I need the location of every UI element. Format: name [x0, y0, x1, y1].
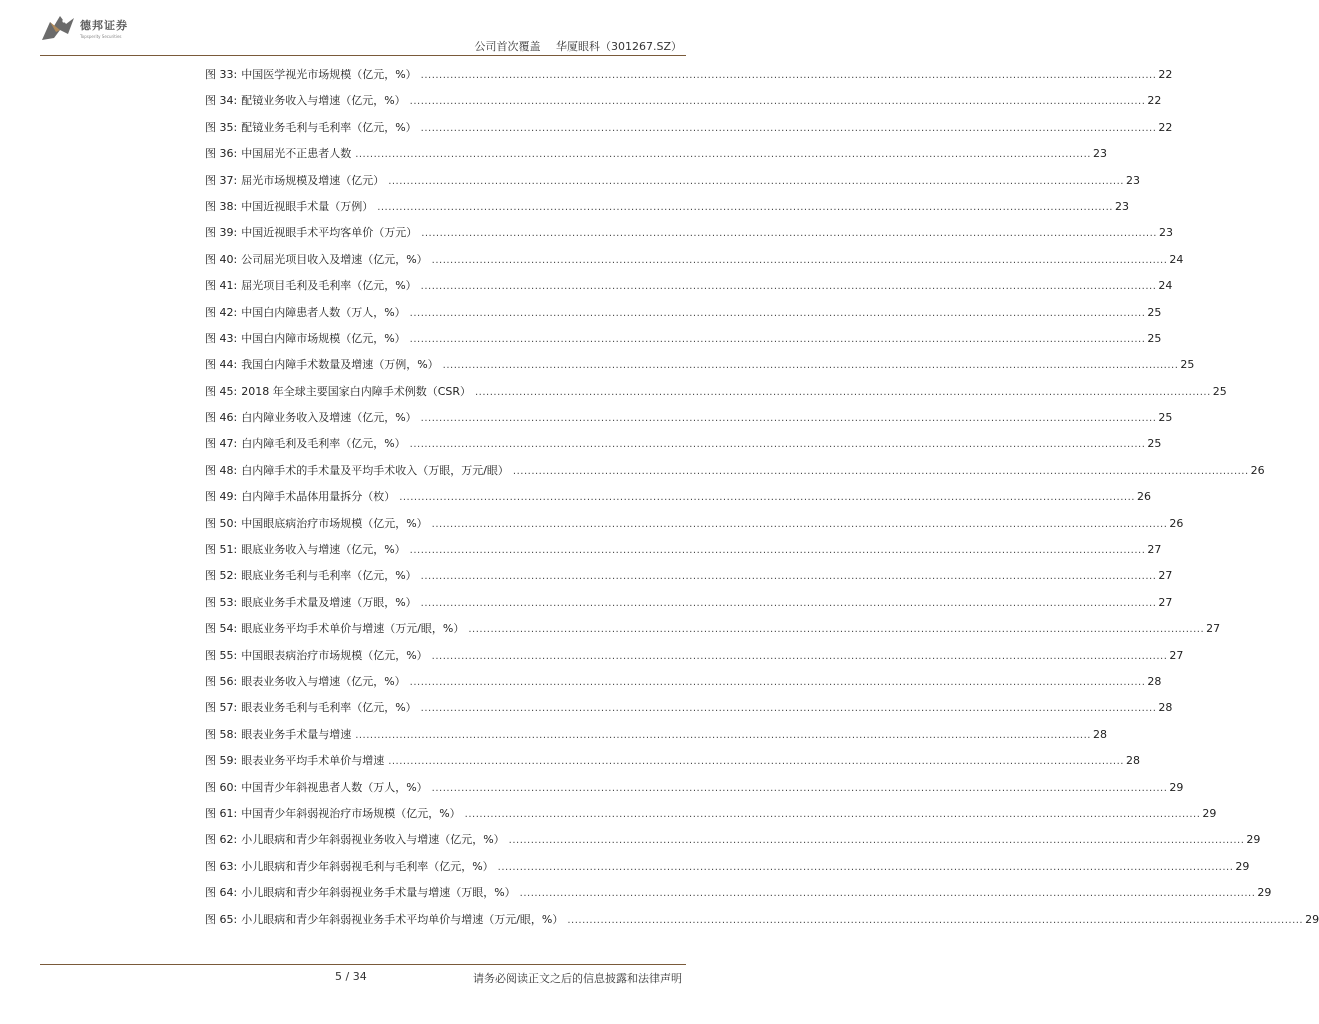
- page-ref: 22: [1147, 94, 1162, 108]
- figure-title: 配镜业务收入与增速（亿元，%）: [241, 94, 406, 108]
- page-ref: 26: [1169, 516, 1184, 530]
- figure-title: 中国近视眼手术平均客单价（万元）: [241, 226, 418, 240]
- page-ref: 24: [1158, 279, 1173, 293]
- dot-leader: ........................................................................................................................................................................................................: [399, 492, 1135, 504]
- figure-title: 小儿眼病和青少年斜弱视业务手术平均单价与增速（万元/眼，%）: [241, 912, 564, 926]
- figure-title: 中国医学视光市场规模（亿元，%）: [241, 68, 417, 81]
- logo-name: 德邦证券: [80, 19, 128, 32]
- toc-entry[interactable]: [205, 326, 1162, 352]
- toc-entry[interactable]: [205, 854, 1250, 880]
- dot-leader: ........................................................................................................................................................................................................: [388, 175, 1124, 187]
- toc-entry[interactable]: [205, 748, 1140, 774]
- dot-leader: ........................................................................................................................................................................................................: [512, 465, 1249, 477]
- figure-title: 屈光市场规模及增速（亿元）: [241, 173, 385, 187]
- toc-entry[interactable]: [205, 194, 1129, 220]
- toc-entry[interactable]: [205, 801, 1217, 827]
- figure-title: 小儿眼病和青少年斜弱视业务手术量与增速（万眼，%）: [241, 886, 516, 900]
- figure-number: 图 62:: [205, 833, 238, 847]
- dot-leader: ........................................................................................................................................................................................................: [420, 70, 1157, 81]
- dot-leader: ........................................................................................................................................................................................................: [409, 676, 1146, 688]
- page-ref: 29: [1305, 912, 1319, 926]
- figure-number: 图 63:: [205, 859, 238, 873]
- toc-entry[interactable]: [205, 405, 1173, 431]
- dot-leader: ........................................................................................................................................................................................................: [519, 888, 1256, 900]
- figure-number: 图 42:: [205, 305, 238, 319]
- figure-title: 中国白内障患者人数（万人，%）: [241, 305, 406, 319]
- figure-title: 眼底业务手术量及增速（万眼，%）: [241, 595, 417, 609]
- figure-number: 图 37:: [205, 173, 238, 187]
- page-ref: 28: [1092, 727, 1107, 741]
- figure-title: 中国青少年斜视患者人数（万人，%）: [241, 780, 428, 794]
- figure-number: 图 57:: [205, 701, 238, 715]
- page-ref: 25: [1147, 437, 1162, 451]
- figure-title: 眼底业务收入与增速（亿元，%）: [241, 543, 406, 557]
- figure-title: 眼表业务收入与增速（亿元，%）: [241, 674, 406, 688]
- figure-number: 图 60:: [205, 780, 238, 794]
- figure-title: 白内障毛利及毛利率（亿元，%）: [241, 437, 406, 451]
- toc-entry[interactable]: [205, 379, 1227, 405]
- figure-title: 2018 年全球主要国家白内障手术例数（CSR）: [241, 384, 471, 398]
- figure-title: 眼底业务毛利与毛利率（亿元，%）: [241, 569, 417, 583]
- figure-title: 中国屈光不正患者人数: [241, 147, 352, 161]
- company-logo: [40, 12, 128, 44]
- dot-leader: ........................................................................................................................................................................................................: [442, 360, 1179, 372]
- page-ref: 24: [1169, 252, 1184, 266]
- page-ref: 25: [1147, 331, 1162, 345]
- page-ref: 22: [1158, 120, 1173, 134]
- figure-title: 中国眼表病治疗市场规模（亿元，%）: [241, 648, 428, 662]
- dot-leader: ........................................................................................................................................................................................................: [421, 228, 1157, 240]
- figure-number: 图 38:: [205, 199, 238, 213]
- company-ticker: 华厦眼科（301267.SZ）: [555, 40, 682, 53]
- figure-title: 小儿眼病和青少年斜弱视毛利与毛利率（亿元，%）: [241, 859, 494, 873]
- toc-entry[interactable]: [205, 352, 1195, 378]
- page-ref: 27: [1169, 648, 1184, 662]
- page-ref: 25: [1180, 358, 1195, 372]
- figure-title: 眼表业务平均手术单价与增速: [241, 754, 385, 768]
- header-divider: [40, 55, 686, 56]
- dot-leader: ........................................................................................................................................................................................................: [420, 571, 1157, 583]
- figure-number: 图 61:: [205, 806, 238, 820]
- figure-number: 图 47:: [205, 437, 238, 451]
- page-header: [0, 0, 724, 60]
- figure-title: 眼表业务手术量与增速: [241, 727, 352, 741]
- toc-entry[interactable]: [205, 115, 1173, 141]
- figure-number: 图 41:: [205, 279, 238, 293]
- page-ref: 28: [1158, 701, 1173, 715]
- figure-title: 中国近视眼手术量（万例）: [241, 199, 374, 213]
- dot-leader: ........................................................................................................................................................................................................: [420, 597, 1157, 609]
- figure-number: 图 64:: [205, 886, 238, 900]
- toc-entry[interactable]: [205, 511, 1184, 537]
- figure-number: 图 43:: [205, 331, 238, 345]
- dot-leader: ........................................................................................................................................................................................................: [388, 756, 1124, 768]
- dot-leader: ........................................................................................................................................................................................................: [431, 254, 1168, 266]
- dot-leader: ........................................................................................................................................................................................................: [409, 96, 1146, 108]
- dot-leader: ........................................................................................................................................................................................................: [497, 861, 1234, 873]
- dot-leader: ........................................................................................................................................................................................................: [409, 545, 1146, 557]
- figure-title: 眼底业务平均手术单价与增速（万元/眼，%）: [241, 622, 465, 636]
- toc-entry[interactable]: [205, 247, 1184, 273]
- page-ref: 27: [1158, 595, 1173, 609]
- figure-title: 我国白内障手术数量及增速（万例，%）: [241, 358, 439, 372]
- figure-title: 白内障业务收入及增速（亿元，%）: [241, 411, 417, 425]
- figure-title: 配镜业务毛利与毛利率（亿元，%）: [241, 120, 417, 134]
- toc-entry[interactable]: [205, 669, 1162, 695]
- dot-leader: ........................................................................................................................................................................................................: [420, 281, 1157, 293]
- figure-title: 屈光项目毛利及毛利率（亿元，%）: [241, 279, 417, 293]
- toc-entry[interactable]: [205, 907, 1319, 933]
- toc-entry[interactable]: [205, 775, 1184, 801]
- dot-leader: ........................................................................................................................................................................................................: [431, 518, 1168, 530]
- figure-list: [205, 62, 1319, 933]
- dot-leader: ........................................................................................................................................................................................................: [377, 201, 1113, 213]
- toc-entry[interactable]: [205, 827, 1261, 853]
- page-ref: 23: [1125, 173, 1140, 187]
- toc-entry[interactable]: [205, 590, 1173, 616]
- figure-title: 小儿眼病和青少年斜弱视业务收入与增速（亿元，%）: [241, 833, 505, 847]
- toc-entry[interactable]: [205, 88, 1162, 114]
- figure-number: 图 48:: [205, 463, 238, 477]
- toc-entry[interactable]: [205, 431, 1162, 457]
- figure-number: 图 50:: [205, 516, 238, 530]
- figure-number: 图 58:: [205, 727, 238, 741]
- page-ref: 23: [1092, 147, 1107, 161]
- figure-title: 中国眼底病治疗市场规模（亿元，%）: [241, 516, 428, 530]
- dot-leader: ........................................................................................................................................................................................................: [355, 729, 1091, 741]
- toc-entry[interactable]: [205, 484, 1151, 510]
- figure-number: 图 45:: [205, 384, 238, 398]
- figure-number: 图 65:: [205, 912, 238, 926]
- toc-entry[interactable]: [205, 458, 1265, 484]
- dot-leader: ........................................................................................................................................................................................................: [409, 439, 1146, 451]
- figure-title: 中国白内障市场规模（亿元，%）: [241, 331, 406, 345]
- dot-leader: ........................................................................................................................................................................................................: [475, 386, 1211, 398]
- toc-entry[interactable]: [205, 141, 1107, 167]
- toc-entry[interactable]: [205, 168, 1140, 194]
- dot-leader: ........................................................................................................................................................................................................: [567, 914, 1304, 926]
- logo-english-name: Topsperity Securities: [80, 34, 122, 39]
- page-ref: 29: [1246, 833, 1261, 847]
- figure-number: 图 46:: [205, 411, 238, 425]
- page-ref: 27: [1158, 569, 1173, 583]
- figure-number: 图 33:: [205, 68, 238, 81]
- page-ref: 27: [1206, 622, 1221, 636]
- figure-title: 白内障手术的手术量及平均手术收入（万眼，万元/眼）: [241, 463, 509, 477]
- figure-number: 图 44:: [205, 358, 238, 372]
- dot-leader: ........................................................................................................................................................................................................: [420, 703, 1157, 715]
- figure-number: 图 52:: [205, 569, 238, 583]
- toc-entry[interactable]: [205, 722, 1107, 748]
- dot-leader: ........................................................................................................................................................................................................: [464, 808, 1201, 820]
- toc-entry[interactable]: [205, 643, 1184, 669]
- toc-entry[interactable]: [205, 273, 1173, 299]
- figure-title: 中国青少年斜弱视治疗市场规模（亿元，%）: [241, 806, 461, 820]
- figure-number: 图 51:: [205, 543, 238, 557]
- page-ref: 29: [1202, 806, 1217, 820]
- figure-number: 图 35:: [205, 120, 238, 134]
- figure-number: 图 59:: [205, 754, 238, 768]
- toc-entry[interactable]: [205, 616, 1221, 642]
- figure-number: 图 56:: [205, 674, 238, 688]
- figure-title: 公司屈光项目收入及增速（亿元，%）: [241, 252, 428, 266]
- dot-leader: ........................................................................................................................................................................................................: [508, 835, 1245, 847]
- toc-entry[interactable]: [205, 880, 1272, 906]
- dot-leader: ........................................................................................................................................................................................................: [431, 782, 1168, 794]
- dot-leader: ........................................................................................................................................................................................................: [355, 149, 1091, 161]
- page-ref: 25: [1147, 305, 1162, 319]
- report-header-info: [462, 38, 682, 54]
- toc-entry[interactable]: [205, 220, 1173, 246]
- dot-leader: ........................................................................................................................................................................................................: [409, 333, 1146, 345]
- page-ref: 29: [1257, 886, 1272, 900]
- logo-emblem-icon: [40, 12, 76, 44]
- page-ref: 28: [1147, 674, 1162, 688]
- page-ref: 23: [1158, 226, 1173, 240]
- page-ref: 28: [1125, 754, 1140, 768]
- figure-number: 图 36:: [205, 147, 238, 161]
- page-ref: 26: [1136, 490, 1151, 504]
- page-ref: 29: [1169, 780, 1184, 794]
- figure-title: 眼表业务毛利与毛利率（亿元，%）: [241, 701, 417, 715]
- toc-entry[interactable]: [205, 62, 1173, 88]
- figure-number: 图 39:: [205, 226, 238, 240]
- page-ref: 27: [1147, 543, 1162, 557]
- figure-number: 图 54:: [205, 622, 238, 636]
- figure-number: 图 55:: [205, 648, 238, 662]
- toc-entry[interactable]: [205, 695, 1173, 721]
- report-type: 公司首次覆盖: [474, 40, 541, 53]
- page-ref: 26: [1250, 463, 1265, 477]
- footer-divider: [40, 964, 686, 965]
- dot-leader: ........................................................................................................................................................................................................: [431, 650, 1168, 662]
- figure-number: 图 53:: [205, 595, 238, 609]
- toc-entry[interactable]: [205, 563, 1173, 589]
- figure-number: 图 40:: [205, 252, 238, 266]
- dot-leader: ........................................................................................................................................................................................................: [420, 413, 1157, 425]
- page-ref: 29: [1235, 859, 1250, 873]
- dot-leader: ........................................................................................................................................................................................................: [409, 307, 1146, 319]
- dot-leader: ........................................................................................................................................................................................................: [468, 624, 1205, 636]
- page-ref: 25: [1212, 384, 1227, 398]
- figure-number: 图 49:: [205, 490, 238, 504]
- page-number: 5 / 34: [335, 970, 367, 983]
- page-ref: 23: [1114, 199, 1129, 213]
- page-ref: 25: [1158, 411, 1173, 425]
- page-ref: 22: [1158, 68, 1173, 81]
- disclaimer-note: 请务必阅读正文之后的信息披露和法律声明: [473, 972, 682, 985]
- figure-title: 白内障手术晶体用量拆分（枚）: [241, 490, 396, 504]
- toc-entry[interactable]: [205, 300, 1162, 326]
- figure-number: 图 34:: [205, 94, 238, 108]
- toc-entry[interactable]: [205, 537, 1162, 563]
- dot-leader: ........................................................................................................................................................................................................: [420, 122, 1157, 134]
